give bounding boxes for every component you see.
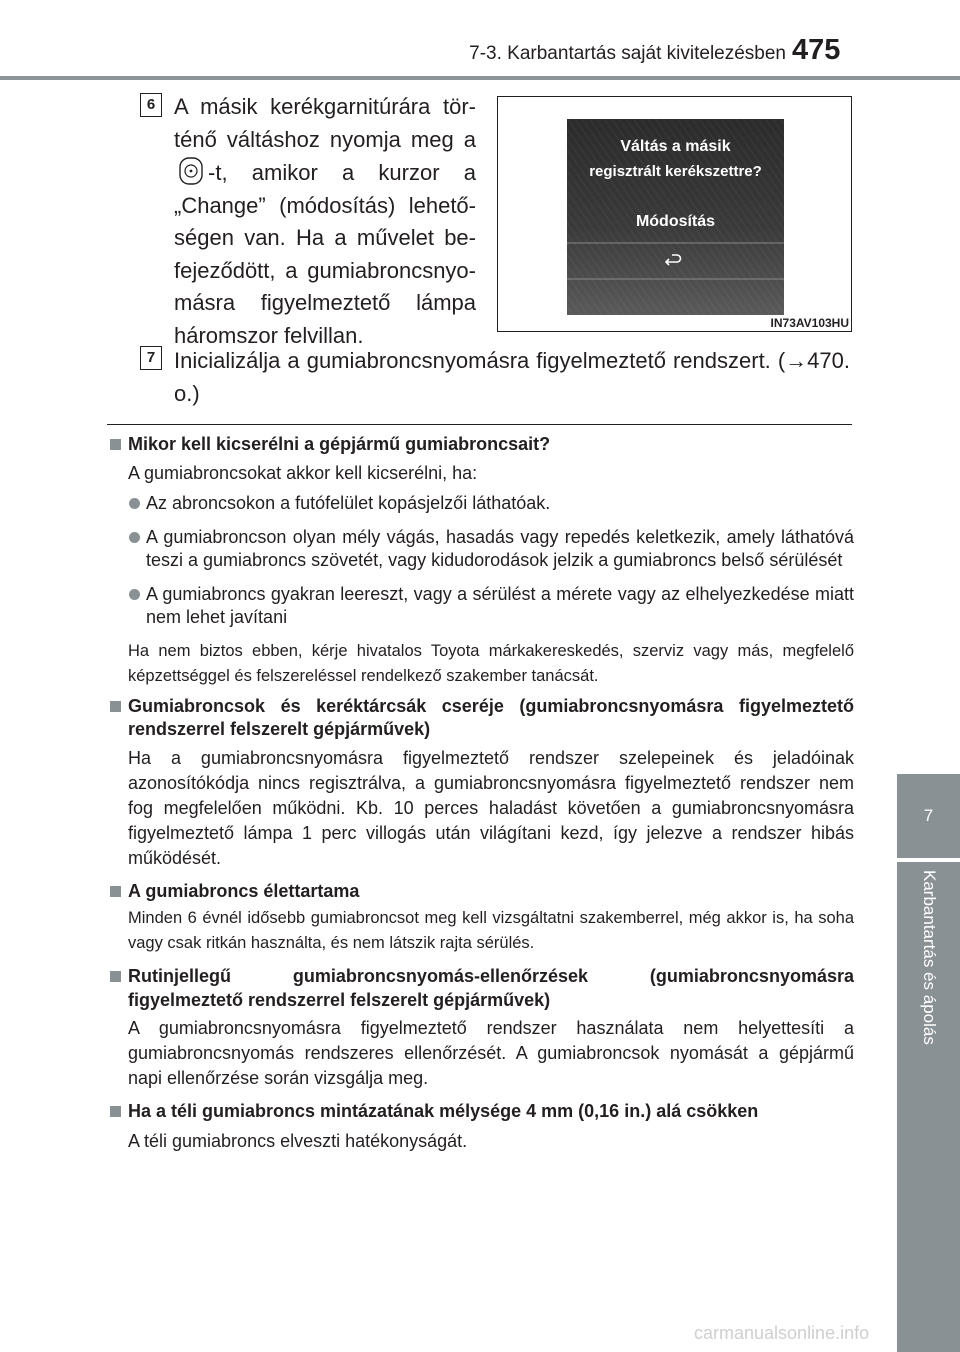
page-number: 475: [792, 34, 841, 66]
note-footer: Ha nem biztos ebben, kérje hivatalos Toyota márkakereskedés, szerviz vagy más, megfelelő képzettséggel és felszereléssel rendelkező szakember tanácsát.: [128, 641, 854, 685]
note-body: Minden 6 évnél idősebb gumiabroncsot meg kell vizsgáltatni szakemberrel, még akkor is, ha soha vagy csak ritkán használta, és nem látszik rajta sérülés.: [128, 909, 854, 952]
note-intro: A gumiabroncsokat akkor kell kicserélni, ha:: [128, 462, 478, 483]
note-body: Ha a gumiabroncsnyomásra figyelmeztető rendszer szelepeinek és jeladóinak azonosítókódja nincs regisztrálva, a gumiabroncsnyomásra figyelmeztető rendszer nem fog megfelelően működni. Kb. 10 perces haladást követően a gumiabroncsnyomásra figyelmeztető lámpa 1 perc villogás után világítani kezd, így jelezve a rendszer hibás működését.: [128, 747, 854, 868]
step-7-text: Inicializálja a gumiabroncsnyomásra figyelmeztető rendszert. (→470. o.): [174, 348, 850, 406]
note-heading: A gumiabroncs élettartama: [108, 880, 854, 904]
section-divider: [107, 424, 852, 425]
figure-code: IN73AV103HU: [770, 316, 849, 330]
list-item: Az abroncsokon a futófelület kopásjelzői láthatóak.: [108, 492, 854, 516]
square-bullet-icon: [110, 886, 121, 897]
note-heading: Rutinjellegű gumiabroncsnyomás-ellenőrzések (gumiabroncsnyomásra figyelmeztető rendszerrel felszerelt gépjárművek): [108, 965, 854, 1012]
chapter-tab-label: Karbantartás és ápolás: [920, 870, 939, 1045]
step-6-text: [174, 91, 476, 352]
chapter-tab-number: 7: [897, 774, 960, 858]
step-6-badge: 6: [140, 93, 162, 117]
note-heading: Gumiabroncsok és keréktárcsák cseréje (gumiabroncsnyomásra figyelmeztető rendszerrel felszerelt gépjárművek): [108, 695, 854, 742]
screen-option-change[interactable]: Módosítás: [635, 213, 716, 230]
square-bullet-icon: [110, 701, 121, 712]
note-body: A téli gumiabroncs elveszti hatékonyságát.: [128, 1130, 468, 1151]
screen-title-line1: Váltás a másik: [620, 138, 731, 155]
step-6-text-part1: A másik kerékgarnitúrára történő váltáshoz nyomja meg a: [174, 94, 476, 152]
watermark: carmanualsonline.info: [694, 1323, 870, 1343]
note-body: A gumiabroncsnyomásra figyelmeztető rendszer használata nem helyettesíti a gumiabroncsnyomás rendszeres ellenőrzését. A gumiabroncsok nyomását a gépjármű napi ellenőrzése során vizsgálja meg.: [128, 1018, 854, 1088]
section-title: 7-3. Karbantartás saját kivitelezésben: [469, 43, 786, 64]
round-bullet-icon: [129, 532, 140, 543]
step-7-badge: 7: [140, 346, 162, 370]
dial-button-icon: [176, 156, 206, 186]
square-bullet-icon: [110, 1106, 121, 1117]
list-item: A gumiabroncson olyan mély vágás, hasadás vagy repedés keletkezik, amely láthatóvá teszi a gumiabroncs szövetét, vagy kidudorodások jelzik a gumiabroncs belső sérülését: [108, 526, 854, 573]
square-bullet-icon: [110, 439, 121, 450]
header-rule: [0, 76, 960, 80]
round-bullet-icon: [129, 589, 140, 600]
return-arrow-icon[interactable]: [663, 252, 683, 268]
note-heading: Ha a téli gumiabroncs mintázatának mélysége 4 mm (0,16 in.) alá csökken: [108, 1100, 854, 1124]
screen-title-line2: regisztrált kerékszettre?: [589, 163, 762, 180]
notes-section: [108, 433, 854, 1154]
round-bullet-icon: [129, 498, 140, 509]
square-bullet-icon: [110, 971, 121, 982]
step-6-text-part2: -t, amikor a kurzor a „Change” (módosítás) lehetőségen van. Ha a művelet befejeződött, a gumiabroncsnyomásra figyelmeztető lámpa háromszor felvillan.: [174, 160, 476, 348]
note-heading: Mikor kell kicserélni a gépjármű gumiabroncsait?: [108, 433, 854, 457]
list-item: A gumiabroncs gyakran leereszt, vagy a sérülést a mérete vagy az elhelyezkedése miatt nem lehet javítani: [108, 583, 854, 630]
